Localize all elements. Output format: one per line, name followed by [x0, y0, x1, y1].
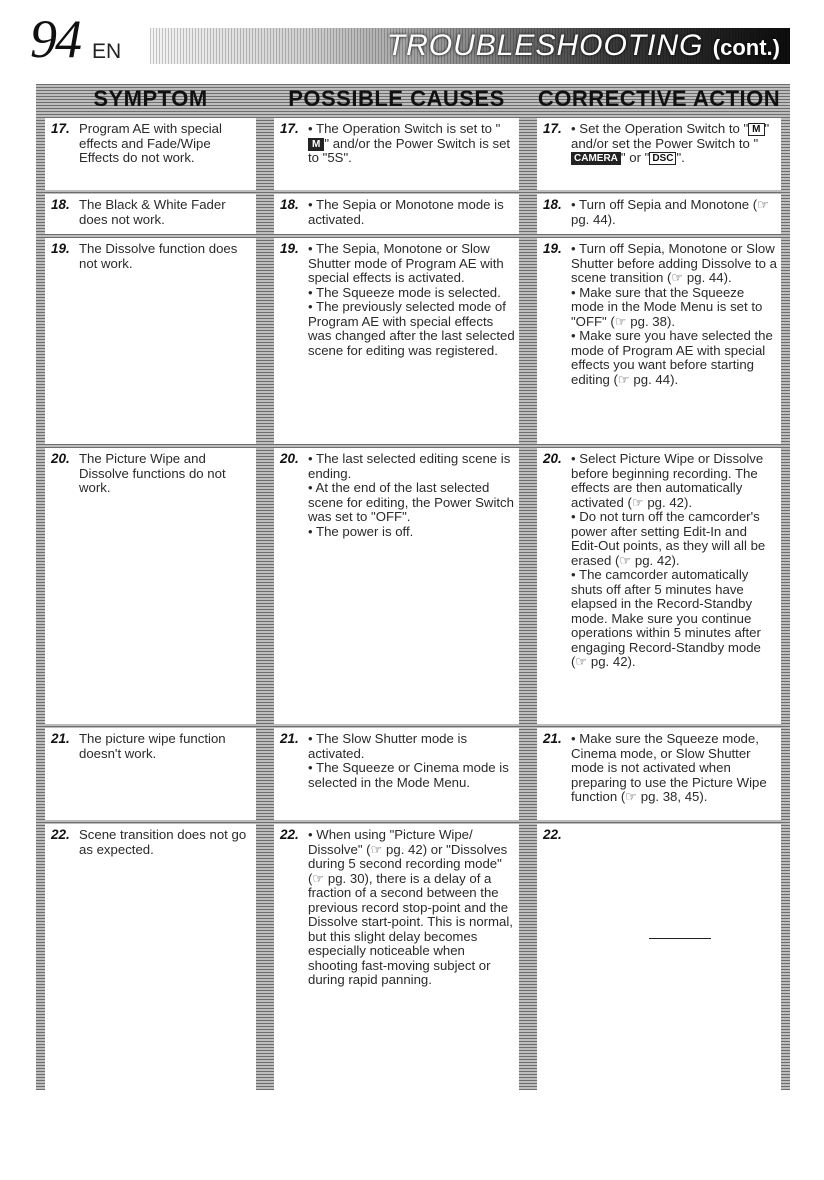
action-item: • Do not turn off the camcorder's power after setting Edit-In and Edit-Out points, as they will all be erased (☞ pg. 42).	[571, 509, 766, 568]
symptom-cell-18	[45, 194, 256, 234]
row-number: 22.	[51, 827, 70, 842]
page-title-cont: (cont.)	[712, 35, 780, 60]
row-number: 17.	[543, 121, 562, 136]
mode-m-icon: M	[308, 138, 324, 151]
camera-mode-icon: CAMERA	[571, 152, 621, 165]
cause-item: • The Slow Shutter mode is activated.	[308, 731, 468, 761]
page-header	[0, 0, 824, 80]
no-action-dash	[649, 938, 711, 939]
symptom-cell-17	[45, 118, 256, 190]
action-item: • Make sure that the Squeeze mode in the Mode Menu is set to "OFF" (☞ pg. 38).	[571, 284, 763, 329]
symptom-cell-19	[45, 238, 256, 444]
symptom-text: Program AE with special effects and Fade/Wipe Effects do not work.	[79, 121, 222, 165]
page-title	[387, 29, 780, 65]
row-number: 21.	[51, 731, 70, 746]
cause-item: • The power is off.	[308, 523, 414, 539]
causes-cell-17	[274, 118, 519, 190]
row-number: 18.	[51, 197, 70, 212]
action-item: • Select Picture Wipe or Dissolve before beginning recording. The effects are then automatically activated (☞ pg. 42).	[571, 451, 764, 510]
row-number: 20.	[543, 451, 562, 466]
row-number: 20.	[280, 451, 299, 466]
action-item: • The camcorder automatically shuts off after 5 minutes have elapsed in the Record-Standby mode. Make sure you continue operations within 5 minutes after engaging Record-Standby mode (☞ pg. 42).	[571, 567, 761, 669]
symptom-header: SYMPTOM	[93, 86, 208, 111]
mode-m-icon: M	[748, 123, 764, 136]
action-header: CORRECTIVE ACTION	[537, 86, 781, 111]
symptom-column	[36, 84, 265, 1090]
row-number: 22.	[280, 827, 299, 842]
symptom-cell-21	[45, 728, 256, 820]
row-number: 19.	[280, 241, 299, 256]
action-item: • Make sure the Squeeze mode, Cinema mode, or Slow Shutter mode is not activated when preparing to use the Picture Wipe function (☞ pg. 38, 45).	[571, 731, 767, 804]
symptom-text: The Dissolve function does not work.	[79, 241, 238, 271]
action-cell-19	[537, 238, 781, 444]
language-code: EN	[92, 40, 122, 63]
row-number: 18.	[280, 197, 299, 212]
cause-item: • The last selected editing scene is ending.	[308, 451, 511, 481]
action-item: • Set the Operation Switch to " M " and/or set the Power Switch to "CAMERA " or " DSC ".	[571, 121, 770, 165]
cause-item: • The Operation Switch is set to "M " and/or the Power Switch is set to "5S".	[308, 121, 511, 165]
row-number: 19.	[51, 241, 70, 256]
cause-item: • When using "Picture Wipe/ Dissolve" (☞ pg. 42) or "Dissolves during 5 second recording mode" (☞ pg. 30), there is a delay of a fraction of a second between the previous record stop-point and the Dissolve start-point. This is normal, but this slight delay becomes especially noticeable when shooting fast-moving subject or during rapid panning.	[308, 827, 513, 987]
causes-column	[265, 84, 528, 1090]
causes-cell-19	[274, 238, 519, 444]
causes-cell-20	[274, 448, 519, 724]
action-item: • Make sure you have selected the mode of Program AE with special effects you want before starting editing (☞ pg. 44).	[571, 328, 773, 387]
action-cell-21	[537, 728, 781, 820]
cause-item: • The Sepia or Monotone mode is activated.	[308, 197, 504, 227]
action-column	[528, 84, 790, 1090]
cause-item: • The Sepia, Monotone or Slow Shutter mode of Program AE with special effects is activated.	[308, 241, 504, 285]
dsc-mode-icon: DSC	[649, 152, 676, 165]
causes-cell-21	[274, 728, 519, 820]
cause-item: • The Squeeze mode is selected.	[308, 284, 501, 300]
row-number: 19.	[543, 241, 562, 256]
row-number: 22.	[543, 827, 562, 842]
symptom-text: The Black & White Fader does not work.	[79, 197, 226, 227]
action-cell-18	[537, 194, 781, 234]
cause-item: • At the end of the last selected scene for editing, the Power Switch was set to "OFF".	[308, 480, 514, 524]
page-title-text: TROUBLESHOOTING	[386, 29, 704, 62]
title-band	[150, 28, 790, 64]
causes-header: POSSIBLE CAUSES	[288, 86, 505, 111]
page-number: 94	[30, 9, 80, 69]
action-item: • Turn off Sepia and Monotone (☞ pg. 44).	[571, 197, 770, 227]
row-number: 17.	[51, 121, 70, 136]
row-number: 18.	[543, 197, 562, 212]
row-number: 21.	[543, 731, 562, 746]
action-item: • Turn off Sepia, Monotone or Slow Shutter before adding Dissolve to a scene transition (☞ pg. 44).	[571, 241, 777, 285]
row-number: 17.	[280, 121, 299, 136]
symptom-cell-20	[45, 448, 256, 724]
symptom-cell-22	[45, 824, 256, 1090]
action-cell-17	[537, 118, 781, 190]
cause-item: • The previously selected mode of Program AE with special effects was changed after the last selected scene for editing was registered.	[308, 299, 515, 358]
causes-cell-22	[274, 824, 519, 1090]
action-cell-22	[537, 824, 781, 1090]
cause-item: • The Squeeze or Cinema mode is selected in the Mode Menu.	[308, 760, 509, 790]
symptom-text: Scene transition does not go as expected.	[79, 827, 247, 857]
causes-cell-18	[274, 194, 519, 234]
row-number: 21.	[280, 731, 299, 746]
symptom-text: The Picture Wipe and Dissolve functions do not work.	[79, 451, 226, 495]
symptom-text: The picture wipe function doesn't work.	[79, 731, 226, 761]
action-cell-20	[537, 448, 781, 724]
row-number: 20.	[51, 451, 70, 466]
